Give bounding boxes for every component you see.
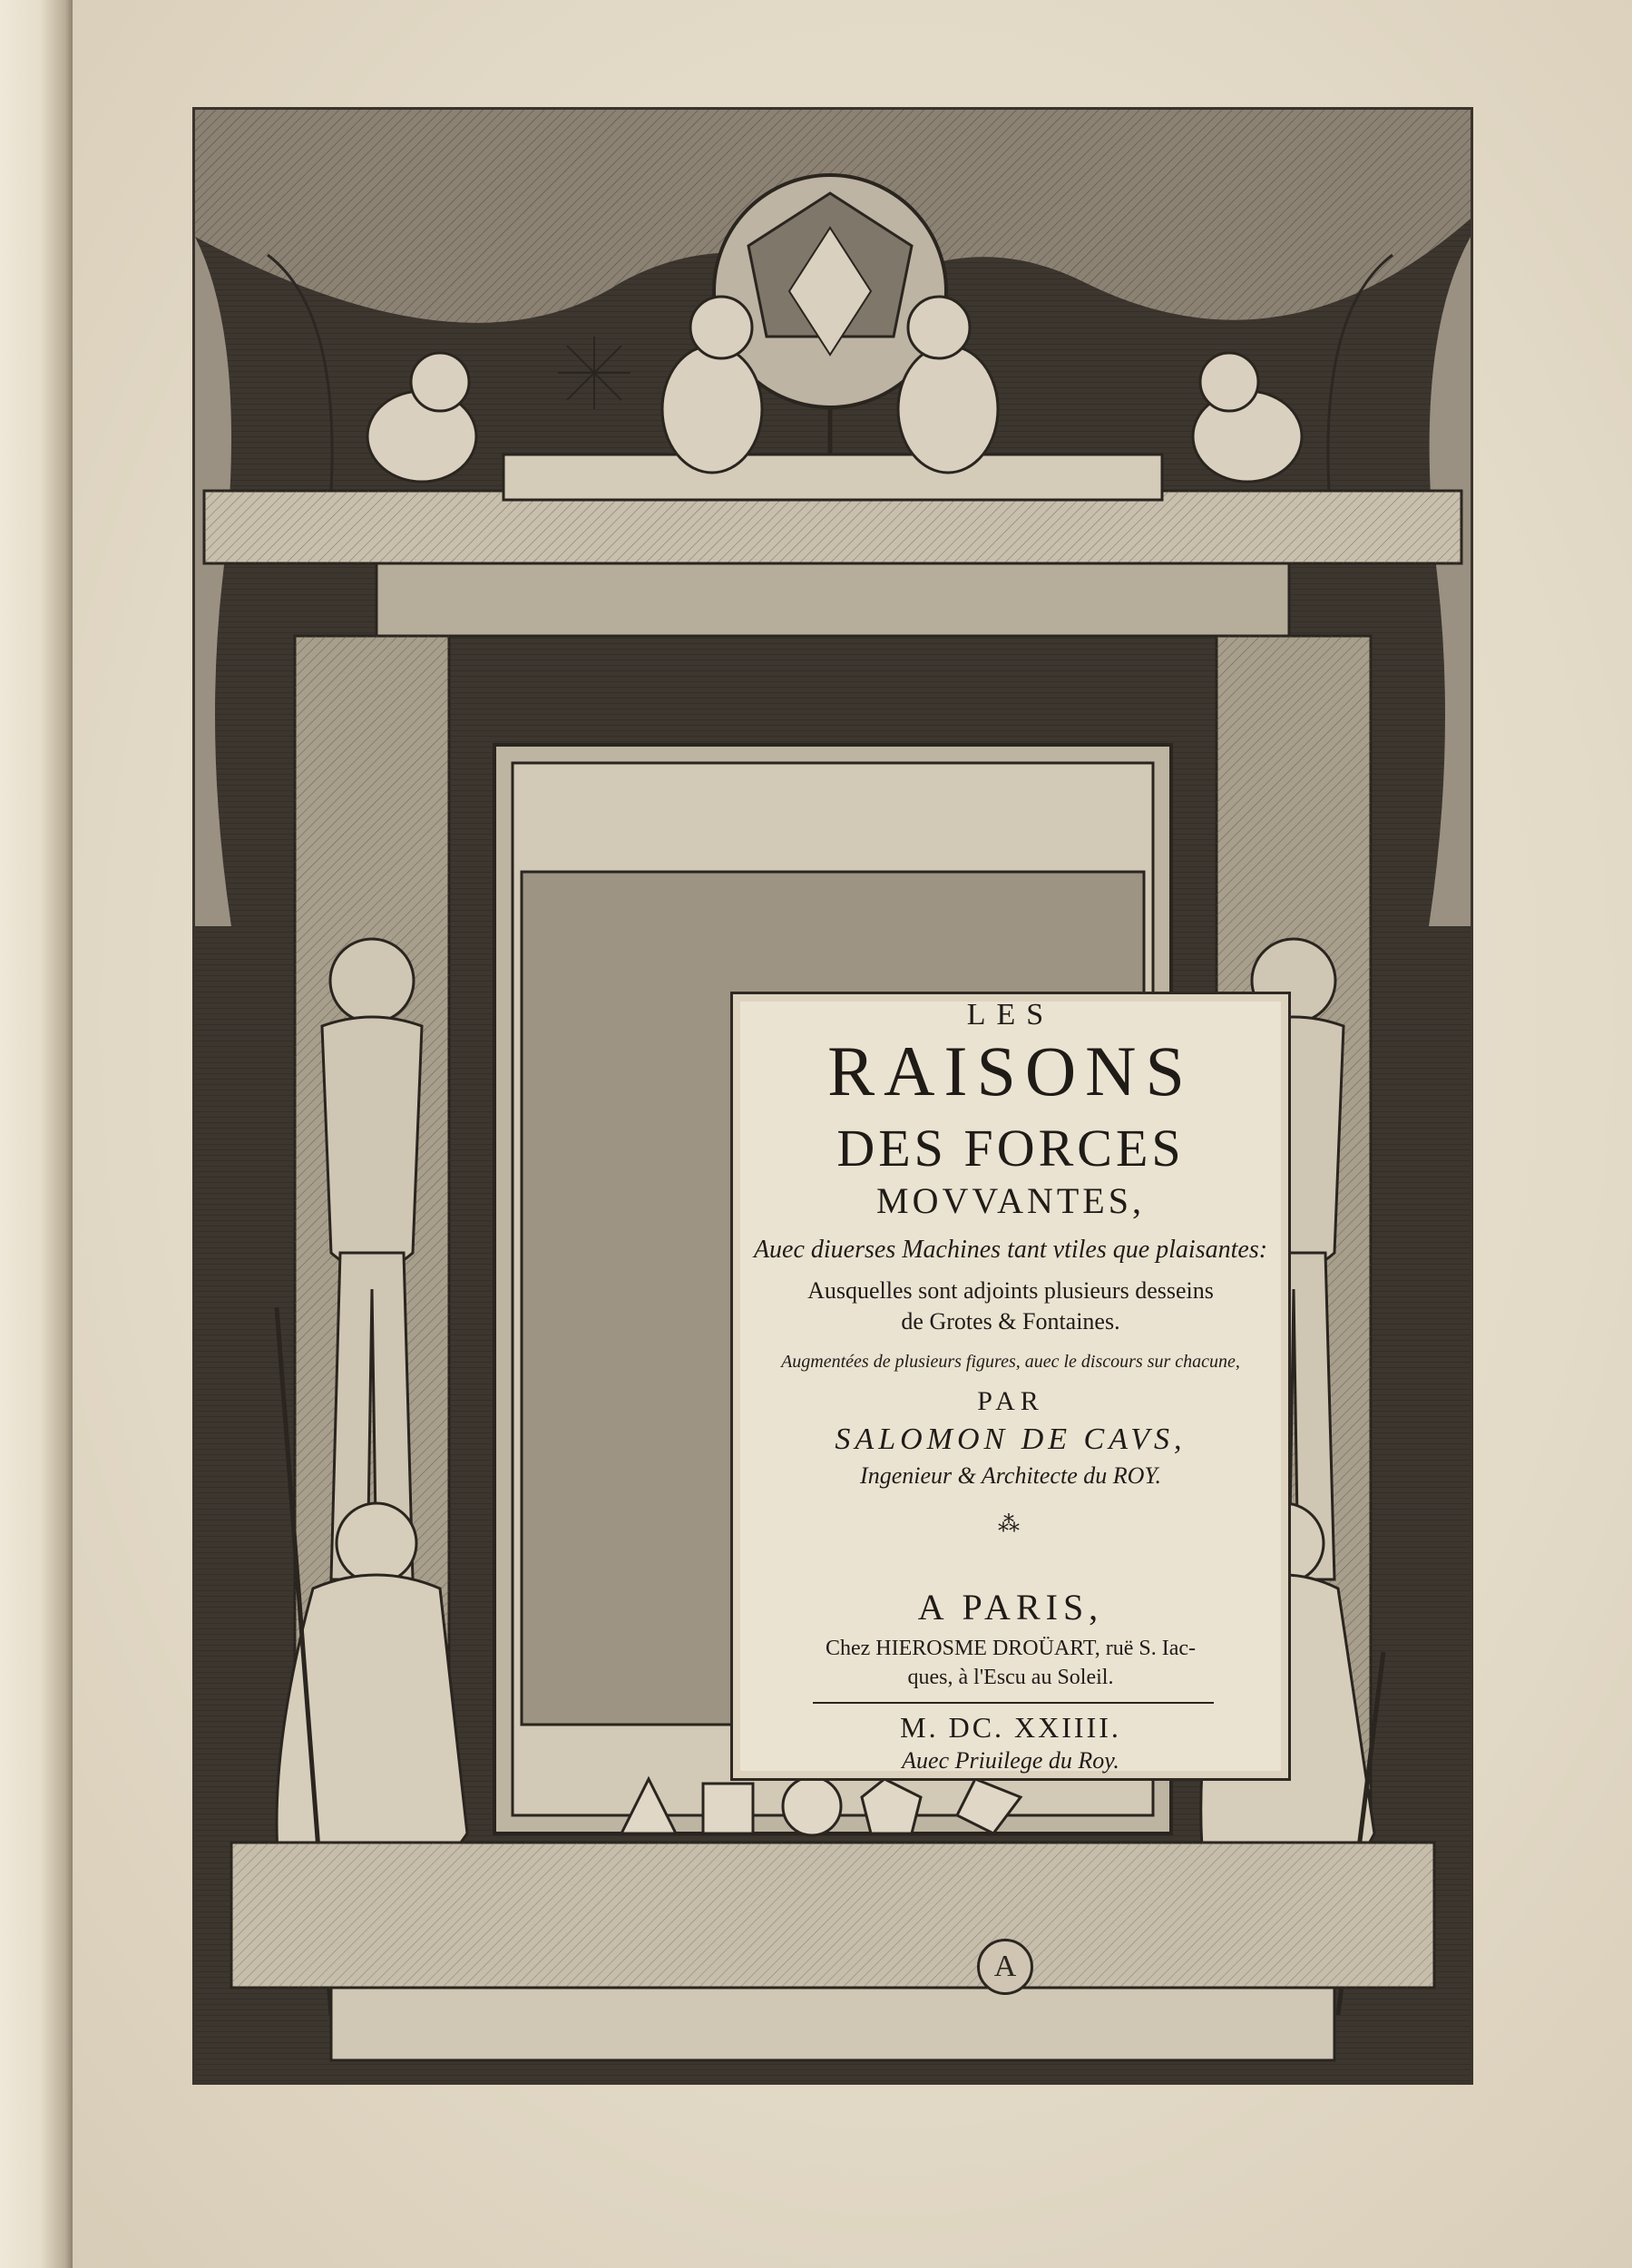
title-les: LES <box>966 998 1055 1031</box>
asterism-ornament: ⁂ <box>998 1513 1023 1537</box>
byline-par: PAR <box>977 1386 1044 1416</box>
subtitle-machines: Auec diuerses Machines tant vtiles que plaisantes: <box>753 1236 1268 1264</box>
plinth-monogram-badge: A <box>977 1939 1033 1995</box>
author-name: SALOMON DE CAVS, <box>835 1422 1187 1456</box>
subtitle-grotes: de Grotes & Fontaines. <box>901 1308 1120 1334</box>
page-gutter <box>0 0 73 2268</box>
imprint-printer-line2: ques, à l'Escu au Soleil. <box>907 1666 1114 1689</box>
engraved-frontispiece <box>192 107 1473 2085</box>
subtitle-desseins: Ausquelles sont adjoints plusieurs desseins <box>807 1277 1214 1304</box>
title-tablet <box>730 992 1291 1781</box>
title-des-forces: DES FORCES <box>836 1119 1185 1178</box>
author-title: Ingenieur & Architecte du ROY. <box>860 1462 1161 1489</box>
imprint-printer-line1: Chez HIEROSME DROÜART, ruë S. Iac- <box>825 1637 1197 1660</box>
starburst-ornament <box>558 337 630 409</box>
imprint-rule <box>813 1702 1214 1704</box>
imprint-place: A PARIS, <box>917 1587 1104 1628</box>
title-raisons: RAISONS <box>827 1031 1194 1110</box>
title-mouvantes: MOVVANTES, <box>876 1180 1145 1221</box>
subtitle-augmentees: Augmentées de plusieurs figures, auec le discours sur chacune, <box>781 1352 1240 1372</box>
imprint-privilege: Auec Priuilege du Roy. <box>902 1747 1119 1774</box>
imprint-year: M. DC. XXIIII. <box>900 1711 1121 1744</box>
